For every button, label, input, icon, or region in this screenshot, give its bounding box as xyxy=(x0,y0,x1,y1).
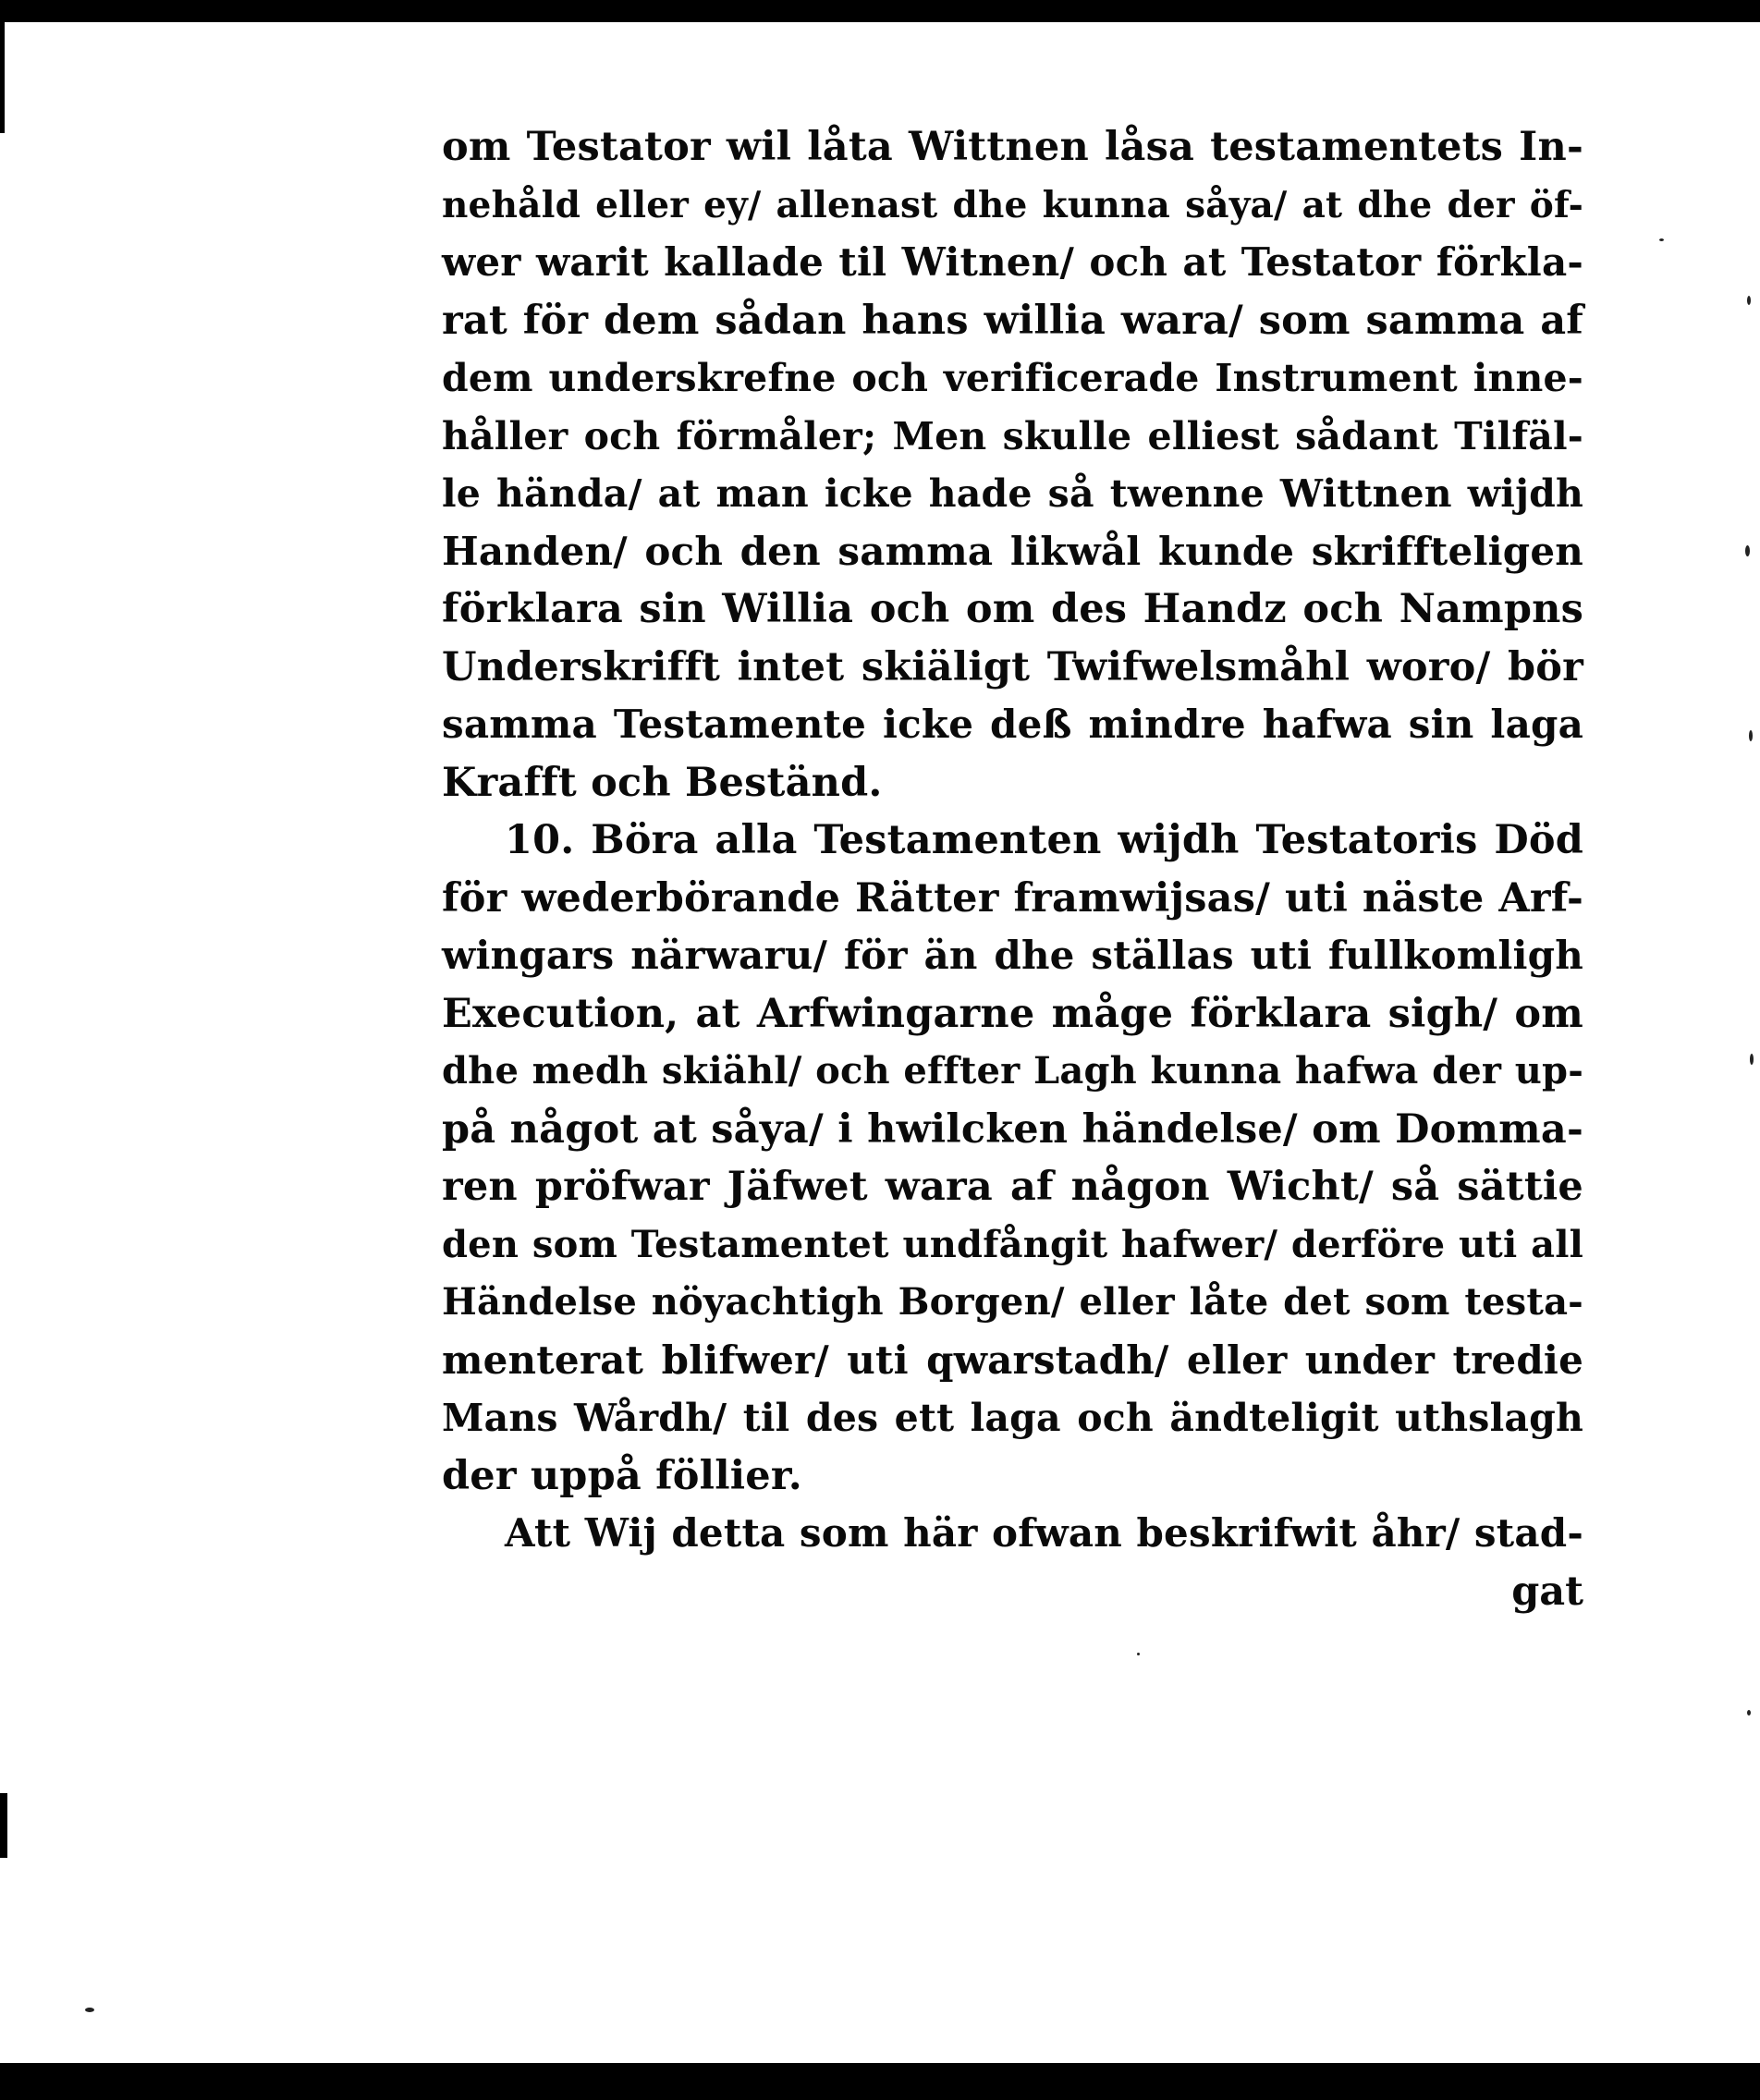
scan-border-left-bottom xyxy=(0,1793,7,1858)
scan-speck xyxy=(1659,238,1664,241)
text-line: menterat blifwer/ uti qwarstadh/ eller under tredie xyxy=(442,1337,1583,1383)
text-line: samma Testamente icke deß mindre hafwa sin laga xyxy=(442,702,1583,747)
text-line: Handen/ och den samma likwål kunde skriffteligen xyxy=(442,528,1583,574)
scan-speck xyxy=(1750,1054,1754,1065)
text-line: le hända/ at man icke hade så twenne Wittnen wijdh xyxy=(442,471,1583,516)
scan-speck xyxy=(1749,730,1753,741)
text-line: om Testator wil låta Wittnen låsa testamentets In- xyxy=(442,124,1583,170)
text-line: nehåld eller ey/ allenast dhe kunna såya/ at dhe der öf- xyxy=(442,183,1583,226)
text-line: wingars närwaru/ för än dhe ställas uti fullkomligh xyxy=(442,933,1583,978)
text-line: för wederbörande Rätter framwijsas/ uti näste Arf- xyxy=(442,874,1583,922)
catchword: gat xyxy=(1511,1568,1583,1615)
text-line: Mans Wårdh/ til des ett laga och ändteligit uthslagh xyxy=(442,1396,1583,1440)
text-line: rat för dem sådan hans willia wara/ som samma af xyxy=(442,297,1583,344)
scan-speck xyxy=(1137,1653,1140,1655)
text-line: wer warit kallade til Witnen/ och at Testator förkla- xyxy=(442,239,1583,285)
text-line: förklara sin Willia och om des Handz och Nampns xyxy=(442,586,1583,632)
scan-speck xyxy=(1747,1710,1751,1715)
scan-border-bottom xyxy=(0,2063,1760,2100)
text-line: Krafft och Beständ. xyxy=(442,759,883,806)
scan-speck xyxy=(1747,296,1751,305)
text-line: på något at såya/ i hwilcken händelse/ om Domma- xyxy=(442,1105,1583,1153)
closing-line: Att Wij detta som här ofwan beskrifwit åhr/ stad- xyxy=(505,1510,1583,1556)
text-line: Händelse nöyachtigh Borgen/ eller låte det som testa- xyxy=(442,1280,1583,1324)
text-line: Execution, at Arfwingarne måge förklara sigh/ om xyxy=(442,990,1583,1037)
scan-border-top xyxy=(0,0,1760,22)
scan-speck xyxy=(1745,545,1750,556)
text-line: dem underskrefne och verificerade Instrument inne- xyxy=(442,356,1583,400)
text-line: dhe medh skiähl/ och effter Lagh kunna hafwa der up- xyxy=(442,1049,1583,1093)
scan-speck xyxy=(85,2008,94,2012)
text-line: den som Testamentet undfångit hafwer/ derföre uti all xyxy=(442,1222,1583,1266)
text-line: Underskrifft intet skiäligt Twifwelsmåhl woro/ bör xyxy=(442,643,1583,690)
text-line: der uppå föllier. xyxy=(442,1452,802,1499)
text-line: ren pröfwar Jäfwet wara af någon Wicht/ så sättie xyxy=(442,1164,1583,1210)
scan-border-left-top xyxy=(0,22,5,133)
section-10-first-line: 10. Böra alla Testamenten wijdh Testatoris Död xyxy=(505,817,1583,863)
text-line: håller och förmåler; Men skulle elliest sådant Tilfäl- xyxy=(442,413,1583,458)
body-text xyxy=(442,118,1583,1620)
